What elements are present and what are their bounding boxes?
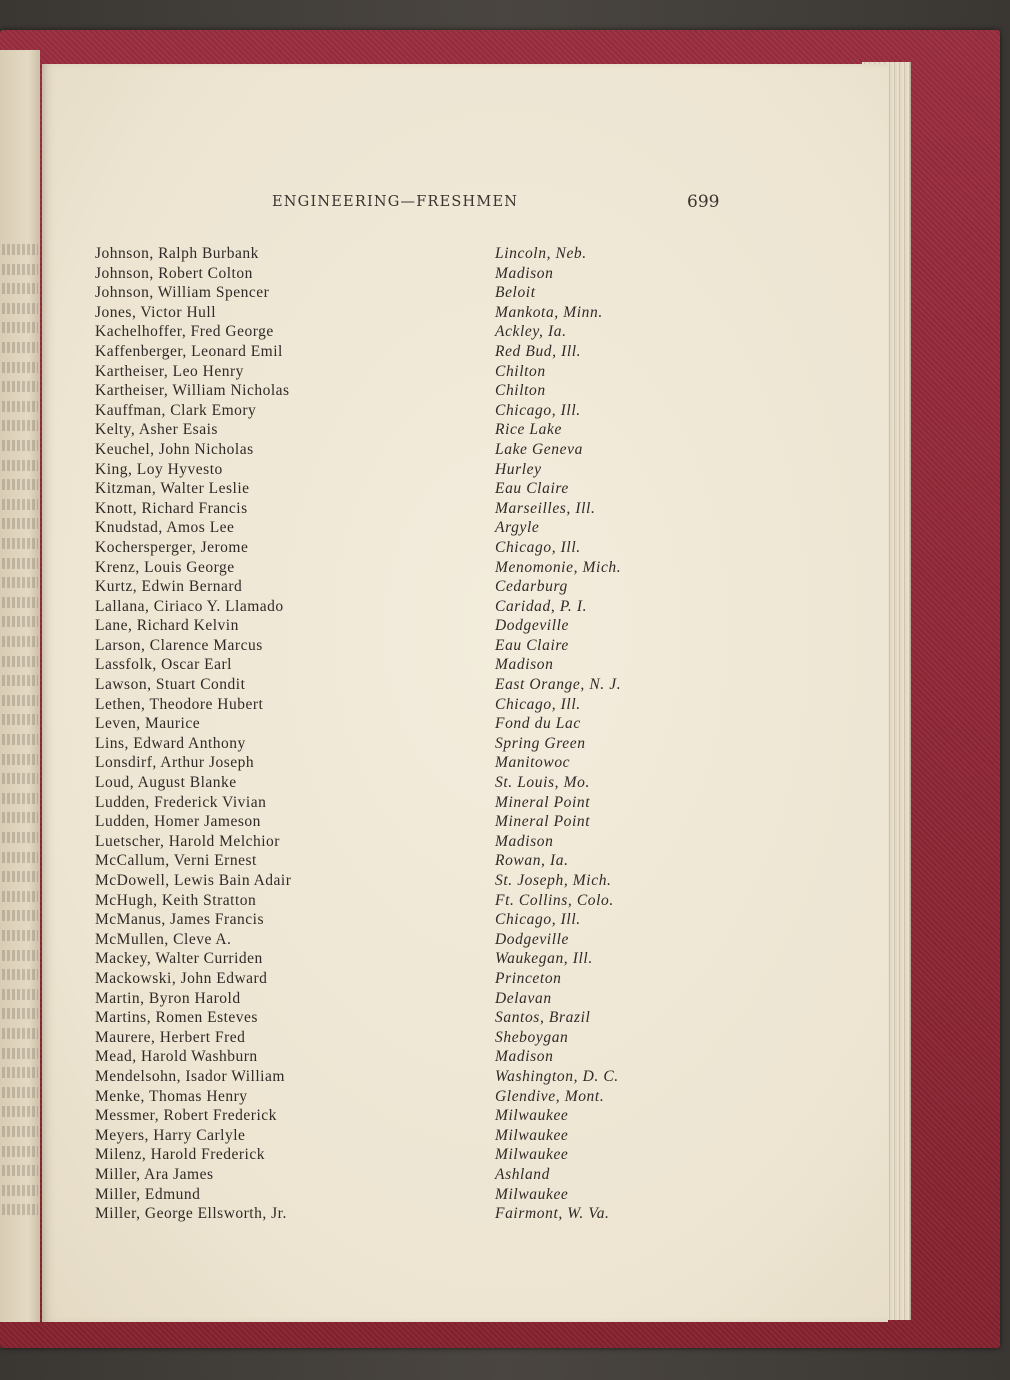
list-item xyxy=(95,1068,735,1088)
previous-page-text-fragment xyxy=(2,1087,38,1098)
student-list xyxy=(95,245,735,1225)
previous-page-text-fragment xyxy=(2,479,38,490)
previous-page-edge xyxy=(0,50,40,1322)
student-name: Meyers, Harry Carlyle xyxy=(95,1126,246,1144)
previous-page-text-fragment xyxy=(2,518,38,529)
hometown: East Orange, N. J. xyxy=(495,676,622,694)
student-name: Martins, Romen Esteves xyxy=(95,1009,258,1027)
student-name: Kurtz, Edwin Bernard xyxy=(95,578,243,596)
hometown: Chicago, Ill. xyxy=(495,401,581,419)
previous-page-text-fragment xyxy=(2,773,38,784)
previous-page-text-fragment xyxy=(2,871,38,882)
hometown: Milwaukee xyxy=(495,1146,569,1164)
student-name: Loud, August Blanke xyxy=(95,774,237,792)
student-name: Larson, Clarence Marcus xyxy=(95,636,263,654)
hometown: Chilton xyxy=(495,362,546,380)
list-item xyxy=(95,519,735,539)
list-item xyxy=(95,852,735,872)
list-item xyxy=(95,696,735,716)
student-name: Martin, Byron Harold xyxy=(95,989,241,1007)
student-name: Kartheiser, William Nicholas xyxy=(95,382,290,400)
list-item xyxy=(95,559,735,579)
previous-page-text-fragment xyxy=(2,440,38,451)
hometown: Madison xyxy=(495,264,554,282)
hometown: Chicago, Ill. xyxy=(495,911,581,929)
hometown: Marseilles, Ill. xyxy=(495,499,596,517)
hometown: Ft. Collins, Colo. xyxy=(495,891,614,909)
student-name: Mackowski, John Edward xyxy=(95,969,268,987)
list-item xyxy=(95,461,735,481)
previous-page-text-fragment xyxy=(2,910,38,921)
list-item xyxy=(95,1029,735,1049)
list-item xyxy=(95,1186,735,1206)
hometown: Mineral Point xyxy=(495,793,591,811)
student-name: McManus, James Francis xyxy=(95,911,264,929)
student-name: Johnson, Robert Colton xyxy=(95,264,253,282)
previous-page-text-fragment xyxy=(2,969,38,980)
book-page xyxy=(42,64,888,1322)
student-name: Maurere, Herbert Fred xyxy=(95,1028,246,1046)
list-item xyxy=(95,1009,735,1029)
student-name: Krenz, Louis George xyxy=(95,558,235,576)
previous-page-text-fragment xyxy=(2,1106,38,1117)
hometown: Ashland xyxy=(495,1165,551,1183)
student-name: Kachelhoffer, Fred George xyxy=(95,323,274,341)
hometown: Hurley xyxy=(495,460,542,478)
list-item xyxy=(95,794,735,814)
hometown: Chilton xyxy=(495,382,546,400)
list-item xyxy=(95,598,735,618)
student-name: Luetscher, Harold Melchior xyxy=(95,832,280,850)
student-name: King, Loy Hyvesto xyxy=(95,460,223,478)
list-item xyxy=(95,441,735,461)
previous-page-text-fragment xyxy=(2,1165,38,1176)
hometown: Milwaukee xyxy=(495,1126,569,1144)
student-name: Lassfolk, Oscar Earl xyxy=(95,656,232,674)
previous-page-text-fragment xyxy=(2,832,38,843)
student-name: Kitzman, Walter Leslie xyxy=(95,480,250,498)
hometown: Argyle xyxy=(495,519,540,537)
previous-page-text-fragment xyxy=(2,793,38,804)
list-item xyxy=(95,911,735,931)
previous-page-text-fragment xyxy=(2,1126,38,1137)
hometown: Chicago, Ill. xyxy=(495,695,581,713)
previous-page-text-fragment xyxy=(2,930,38,941)
hometown: Caridad, P. I. xyxy=(495,597,588,615)
hometown: Glendive, Mont. xyxy=(495,1087,605,1105)
list-item xyxy=(95,617,735,637)
list-item xyxy=(95,1146,735,1166)
student-name: McHugh, Keith Stratton xyxy=(95,891,257,909)
student-name: Kaffenberger, Leonard Emil xyxy=(95,342,283,360)
student-name: Kauffman, Clark Emory xyxy=(95,401,257,419)
hometown: Lincoln, Neb. xyxy=(495,245,587,262)
hometown: Madison xyxy=(495,656,554,674)
hometown: Waukegan, Ill. xyxy=(495,950,593,968)
list-item xyxy=(95,1048,735,1068)
list-item xyxy=(95,990,735,1010)
hometown: Dodgeville xyxy=(495,617,570,635)
list-item xyxy=(95,656,735,676)
student-name: Lane, Richard Kelvin xyxy=(95,617,239,635)
list-item xyxy=(95,1127,735,1147)
hometown: Rowan, Ia. xyxy=(495,852,569,870)
hometown: Fond du Lac xyxy=(495,715,581,733)
list-item xyxy=(95,931,735,951)
hometown: Milwaukee xyxy=(495,1107,569,1125)
list-item xyxy=(95,284,735,304)
previous-page-text-fragment xyxy=(2,989,38,1000)
list-item xyxy=(95,323,735,343)
list-item xyxy=(95,304,735,324)
previous-page-text-fragment xyxy=(2,616,38,627)
previous-page-text-fragment xyxy=(2,558,38,569)
list-item xyxy=(95,637,735,657)
hometown: Washington, D. C. xyxy=(495,1067,619,1085)
student-name: Jones, Victor Hull xyxy=(95,303,217,321)
hometown: Spring Green xyxy=(495,734,586,752)
student-name: McMullen, Cleve A. xyxy=(95,930,232,948)
student-name: Lins, Edward Anthony xyxy=(95,734,246,752)
hometown: Madison xyxy=(495,832,554,850)
student-name: Messmer, Robert Frederick xyxy=(95,1107,277,1125)
previous-page-text-fragment xyxy=(2,714,38,725)
list-item xyxy=(95,363,735,383)
student-name: Menke, Thomas Henry xyxy=(95,1087,248,1105)
student-name: Leven, Maurice xyxy=(95,715,201,733)
student-name: Johnson, William Spencer xyxy=(95,284,270,302)
hometown: Mineral Point xyxy=(495,813,591,831)
hometown: Red Bud, Ill. xyxy=(495,342,582,360)
hometown: Princeton xyxy=(495,969,562,987)
hometown: Eau Claire xyxy=(495,636,569,654)
hometown: St. Joseph, Mich. xyxy=(495,872,612,889)
previous-page-text-fragment xyxy=(2,597,38,608)
previous-page-text-fragment xyxy=(2,1204,38,1215)
previous-page-text-fragment xyxy=(2,499,38,510)
student-name: Kartheiser, Leo Henry xyxy=(95,362,244,380)
hometown: Milwaukee xyxy=(495,1185,569,1203)
previous-page-text-fragment xyxy=(2,891,38,902)
list-item xyxy=(95,813,735,833)
list-item xyxy=(95,774,735,794)
list-item xyxy=(95,715,735,735)
list-item xyxy=(95,676,735,696)
previous-page-text-fragment xyxy=(2,460,38,471)
hometown: St. Louis, Mo. xyxy=(495,774,590,792)
hometown: Ackley, Ia. xyxy=(495,323,567,341)
student-name: Mendelsohn, Isador William xyxy=(95,1067,285,1085)
student-name: Lallana, Ciriaco Y. Llamado xyxy=(95,597,284,615)
previous-page-text-fragment xyxy=(2,812,38,823)
previous-page-text-fragment xyxy=(2,1146,38,1157)
previous-page-text-fragment xyxy=(2,1048,38,1059)
list-item xyxy=(95,735,735,755)
previous-page-text-fragment xyxy=(2,1067,38,1078)
hometown: Manitowoc xyxy=(495,754,571,772)
student-name: Johnson, Ralph Burbank xyxy=(95,245,259,262)
previous-page-text-fragment xyxy=(2,695,38,706)
student-name: Miller, Edmund xyxy=(95,1185,201,1203)
student-name: Lethen, Theodore Hubert xyxy=(95,695,264,713)
previous-page-text-fragment xyxy=(2,656,38,667)
previous-page-text-fragment xyxy=(2,303,38,314)
student-name: Knott, Richard Francis xyxy=(95,499,248,517)
student-name: Miller, Ara James xyxy=(95,1165,214,1183)
hometown: Chicago, Ill. xyxy=(495,538,581,556)
hometown: Delavan xyxy=(495,989,552,1007)
previous-page-text-fragment xyxy=(2,950,38,961)
previous-page-text-fragment xyxy=(2,1185,38,1196)
hometown: Fairmont, W. Va. xyxy=(495,1205,610,1223)
hometown: Lake Geneva xyxy=(495,440,583,458)
student-name: Keuchel, John Nicholas xyxy=(95,440,254,458)
list-item xyxy=(95,245,735,265)
hometown: Santos, Brazil xyxy=(495,1009,591,1027)
previous-page-text-fragment xyxy=(2,342,38,353)
student-name: Milenz, Harold Frederick xyxy=(95,1146,265,1164)
hometown: Menomonie, Mich. xyxy=(495,558,622,576)
list-item xyxy=(95,950,735,970)
student-name: Miller, George Ellsworth, Jr. xyxy=(95,1205,287,1223)
list-item xyxy=(95,382,735,402)
previous-page-text-fragment xyxy=(2,283,38,294)
list-item xyxy=(95,1088,735,1108)
list-item xyxy=(95,754,735,774)
list-item xyxy=(95,892,735,912)
previous-page-text-fragment xyxy=(2,420,38,431)
student-name: Lonsdirf, Arthur Joseph xyxy=(95,754,255,772)
list-item xyxy=(95,872,735,892)
page-number: 699 xyxy=(687,192,720,212)
hometown: Sheboygan xyxy=(495,1028,569,1046)
list-item xyxy=(95,421,735,441)
previous-page-text-fragment xyxy=(2,381,38,392)
hometown: Dodgeville xyxy=(495,930,570,948)
previous-page-text-fragment xyxy=(2,1008,38,1019)
list-item xyxy=(95,343,735,363)
previous-page-text-fragment xyxy=(2,577,38,588)
student-name: Mackey, Walter Curriden xyxy=(95,950,263,968)
previous-page-text-fragment xyxy=(2,852,38,863)
student-name: Kochersperger, Jerome xyxy=(95,538,249,556)
previous-page-text-fragment xyxy=(2,675,38,686)
list-item xyxy=(95,539,735,559)
student-name: Ludden, Homer Jameson xyxy=(95,813,261,831)
list-item xyxy=(95,833,735,853)
list-item xyxy=(95,265,735,285)
list-item xyxy=(95,1166,735,1186)
list-item xyxy=(95,402,735,422)
student-name: Mead, Harold Washburn xyxy=(95,1048,258,1066)
list-item xyxy=(95,578,735,598)
previous-page-text-fragment xyxy=(2,754,38,765)
previous-page-text-fragment xyxy=(2,734,38,745)
previous-page-text-fragment xyxy=(2,322,38,333)
student-name: McCallum, Verni Ernest xyxy=(95,852,257,870)
list-item xyxy=(95,500,735,520)
previous-page-text-fragment xyxy=(2,636,38,647)
previous-page-text-fragment xyxy=(2,362,38,373)
list-item xyxy=(95,1107,735,1127)
student-name: Knudstad, Amos Lee xyxy=(95,519,235,537)
hometown: Cedarburg xyxy=(495,578,568,596)
hometown: Eau Claire xyxy=(495,480,569,498)
list-item xyxy=(95,480,735,500)
previous-page-text-fragment xyxy=(2,1028,38,1039)
hometown: Mankota, Minn. xyxy=(495,303,603,321)
running-head: ENGINEERING—FRESHMEN xyxy=(272,194,519,210)
previous-page-text-fragment xyxy=(2,401,38,412)
student-name: Ludden, Frederick Vivian xyxy=(95,793,267,811)
previous-page-text-fragment xyxy=(2,264,38,275)
list-item xyxy=(95,970,735,990)
student-name: McDowell, Lewis Bain Adair xyxy=(95,872,292,889)
student-name: Lawson, Stuart Condit xyxy=(95,676,246,694)
previous-page-text-fragment xyxy=(2,244,38,255)
previous-page-text-fragment xyxy=(2,538,38,549)
hometown: Madison xyxy=(495,1048,554,1066)
hometown: Rice Lake xyxy=(495,421,562,439)
hometown: Beloit xyxy=(495,284,536,302)
list-item xyxy=(95,1205,735,1225)
student-name: Kelty, Asher Esais xyxy=(95,421,218,439)
